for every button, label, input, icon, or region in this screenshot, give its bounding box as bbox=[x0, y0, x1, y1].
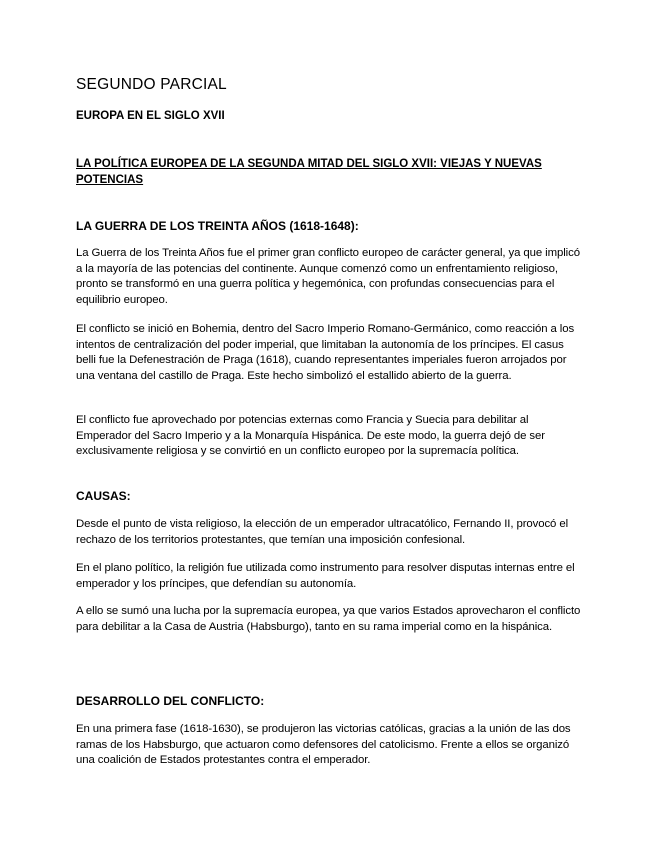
causes-paragraph-2: En el plano político, la religión fue utilizada como instrumento para resolver disputas internas entre el emperador y los príncipes, que defendían su autonomía. bbox=[76, 562, 575, 590]
war-paragraph-3: El conflicto fue aprovechado por potencias externas como Francia y Suecia para debilitar al Emperador del Sacro Imperio y a la Monarquía Hispánica. De este modo, la guerra dejó de ser exclusivamente religiosa y se convirtió en un conflicto europeo por la supremacía política. bbox=[76, 414, 545, 458]
war-paragraph-1: La Guerra de los Treinta Años fue el primer gran conflicto europeo de carácter general, ya que implicó a la mayoría de las potencias del continente. Aunque comenzó como un enfrentamiento religioso, pronto se transformó en una guerra política y hegemónica, con profundas consecuencias para el equilibrio europeo. bbox=[76, 247, 580, 307]
document-title: SEGUNDO PARCIAL bbox=[76, 76, 227, 93]
development-heading: DESARROLLO DEL CONFLICTO: bbox=[76, 694, 265, 708]
causes-paragraph-1: Desde el punto de vista religioso, la elección de un emperador ultracatólico, Fernando II, provocó el rechazo de los territorios protestantes, que temían una imposición confesional. bbox=[76, 518, 569, 546]
causes-heading: CAUSAS: bbox=[76, 489, 131, 503]
section-heading: LA POLÍTICA EUROPEA DE LA SEGUNDA MITAD DEL SIGLO XVII: VIEJAS Y NUEVAS POTENCIAS bbox=[76, 158, 542, 186]
document-subtitle: EUROPA EN EL SIGLO XVII bbox=[76, 110, 225, 122]
development-paragraph-1: En una primera fase (1618-1630), se produjeron las victorias católicas, gracias a la unión de las dos ramas de los Habsburgo, que actuaron como defensores del catolicismo. Frente a ellos se organizó una coalición de Estados protestantes contra el emperador. bbox=[76, 723, 571, 767]
causes-paragraph-3: A ello se sumó una lucha por la supremacía europea, ya que varios Estados aprovecharon el conflicto para debilitar a la Casa de Austria (Habsburgo), tanto en su rama imperial como en la hispánica. bbox=[76, 605, 581, 633]
war-paragraph-2: El conflicto se inició en Bohemia, dentro del Sacro Imperio Romano-Germánico, como reacción a los intentos de centralización del poder imperial, que limitaban la autonomía de los príncipes. El casus belli fue la Defenestración de Praga (1618), cuando representantes imperiales fueron arrojados por una ventana del castillo de Praga. Este hecho simbolizó el estallido abierto de la guerra. bbox=[76, 323, 575, 383]
war-heading: LA GUERRA DE LOS TREINTA AÑOS (1618-1648): bbox=[76, 219, 359, 233]
